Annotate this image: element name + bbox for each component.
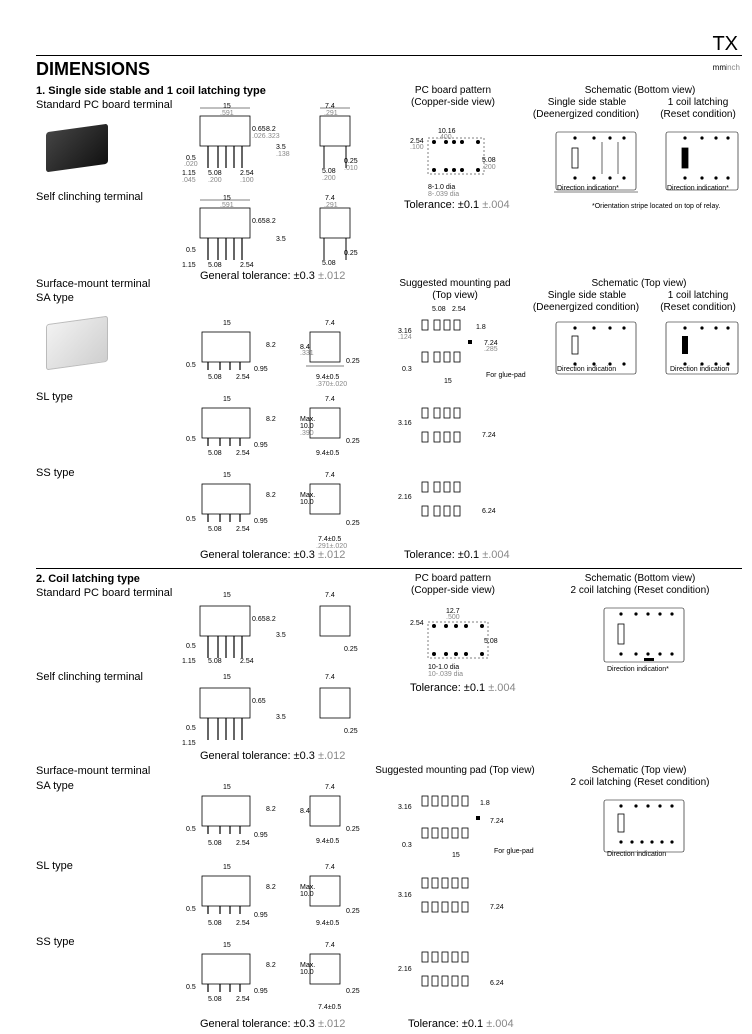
dim-ss-max-mm: 10.0 — [300, 499, 314, 506]
s2-sa-t: 0.25 — [346, 826, 360, 833]
dim-p1-mm-2: 5.08 — [208, 262, 222, 269]
s2-top-dir-ind: Direction indication — [607, 851, 667, 858]
dim-p2-mm: 2.54 — [240, 170, 254, 177]
dim-pcbw-in: .400 — [438, 134, 452, 141]
dim-sl-len: 15 — [223, 396, 231, 403]
s2-sl-p2: 2.54 — [236, 920, 250, 927]
s2-ss-max: Max. — [300, 962, 316, 969]
s2-sl-smtw: 9.4±0.5 — [316, 920, 340, 927]
s1-pad-title-1: Suggested mounting pad — [399, 278, 511, 289]
dim-sspad-w: 6.24 — [482, 508, 496, 515]
s2-dim-h: 8.2 — [266, 616, 276, 623]
s1-smt-general-tolerance: General tolerance: ±0.3 ±.012 — [200, 549, 346, 561]
dim-pcb-p2-in: .100 — [410, 144, 424, 151]
s2-pad-w: 7.24 — [490, 818, 504, 825]
s2-two-coil: 2 coil latching (Reset condition) — [570, 585, 710, 596]
s2-sl-t: 0.25 — [346, 908, 360, 915]
dim-ss-p1: 5.08 — [208, 526, 222, 533]
dim-pad-h-in: .124 — [398, 334, 412, 341]
s2-sa-gap: 0.95 — [254, 832, 268, 839]
s2-general-tolerance: General tolerance: ±0.3 ±.012 — [200, 750, 346, 762]
dim-sa-h2: 8.4 — [300, 344, 310, 351]
dim-len-in-2: .591 — [220, 202, 234, 209]
section2-title: 2. Coil latching type — [36, 573, 140, 585]
dim-len-mm-2: 15 — [223, 195, 231, 202]
dim-ss-p2: 2.54 — [236, 526, 250, 533]
s2-dim-off: 0.5 — [186, 643, 196, 650]
s2-top-two-coil: 2 coil latching (Reset condition) — [570, 777, 710, 788]
s2-pad-h: 3.16 — [398, 804, 412, 811]
dim-p1-mm: 5.08 — [208, 170, 222, 177]
s2-dim-t-2: 0.25 — [344, 728, 358, 735]
s2-dim-w: 7.4 — [325, 592, 335, 599]
s2-dim-pcb-p2: 2.54 — [410, 620, 424, 627]
dim-pcb-p1-in: .200 — [482, 164, 496, 171]
s1-pcb-tolerance: Tolerance: ±0.1 ±.004 — [404, 199, 510, 211]
s1-schem-bottom-title: Schematic (Bottom view) — [584, 85, 696, 96]
s2-sl-pad — [412, 866, 496, 926]
dim-sa-gap: 0.95 — [254, 366, 268, 373]
s2-clinch-drawing — [180, 672, 380, 752]
s2-sa-h: 8.2 — [266, 806, 276, 813]
dim-sa-len: 15 — [223, 320, 231, 327]
s2-dim-pin: 0.65 — [252, 616, 266, 623]
s2-pcb-tolerance: Tolerance: ±0.1 ±.004 — [410, 682, 516, 694]
s1-for-glue-pad: For glue-pad — [486, 372, 526, 379]
dim-w-in-2: .291 — [324, 202, 338, 209]
s2-dim-lead: 3.5 — [276, 632, 286, 639]
dim-pad-glue: 1.8 — [476, 324, 486, 331]
s2-hole-dia-mm: 10-1.0 dia — [428, 664, 460, 671]
dim-len-mm: 15 — [223, 103, 231, 110]
s2-schem-top-title: Schematic (Top view) — [591, 765, 687, 776]
dim-p1-in: .200 — [208, 177, 222, 184]
dim-ss-max: Max. — [300, 492, 316, 499]
dim-h-mm: 8.2 — [266, 126, 276, 133]
s2-sa-h2: 8.4 — [300, 808, 310, 815]
dim-h-mm-2: 8.2 — [266, 218, 276, 225]
s2-dim-foot: 1.15 — [182, 658, 196, 665]
dim-ss-gap: 0.95 — [254, 518, 268, 525]
s1-reset: (Reset condition) — [660, 109, 736, 120]
dim-sl-t: 0.25 — [346, 438, 360, 445]
s1-top-dir-latch: Direction indication — [670, 366, 730, 373]
relay-photo-black — [46, 124, 108, 173]
s2-slpad-h: 3.16 — [398, 892, 412, 899]
dim-pin-mm: 0.65 — [252, 126, 266, 133]
dim-pin-mm-2: 0.65 — [252, 218, 266, 225]
dim-sl-p2: 2.54 — [236, 450, 250, 457]
relay-photo-white — [46, 316, 108, 371]
dim-sa-p1: 5.08 — [208, 374, 222, 381]
s2-sa-off: 0.5 — [186, 826, 196, 833]
dim-sa-w: 7.4 — [325, 320, 335, 327]
product-code: TX — [712, 33, 738, 55]
s1-top-single-side: Single side stable — [547, 290, 627, 301]
s1-orientation-note: *Orientation stripe located on top of relay. — [592, 203, 721, 210]
s2-dim-w-2: 7.4 — [325, 674, 335, 681]
dim-ss-off: 0.5 — [186, 516, 196, 523]
dim-pad-h: 3.16 — [398, 328, 412, 335]
dim-sl-off: 0.5 — [186, 436, 196, 443]
s2-dim-lead-2: 3.5 — [276, 714, 286, 721]
dim-pad-w: 7.24 — [484, 340, 498, 347]
dim-pad-p2: 2.54 — [452, 306, 466, 313]
s2-pad-03: 0.3 — [402, 842, 412, 849]
dim-pad-w-in: .285 — [484, 346, 498, 353]
s1-top-one-coil: 1 coil latching — [667, 290, 729, 301]
page-title: DIMENSIONS — [36, 59, 151, 79]
s2-sl-p1: 5.08 — [208, 920, 222, 927]
dim-ss-w2: 7.4±0.5 — [318, 536, 342, 543]
s1-hole-dia-in: 8-.039 dia — [428, 191, 460, 198]
dim-p1b-mm-2: 5.08 — [322, 260, 336, 267]
s2-dim-pcb-p1: 5.08 — [484, 638, 498, 645]
dim-h-in: .323 — [266, 133, 280, 140]
s2-sa-smtw: 9.4±0.5 — [316, 838, 340, 845]
s1-sa-label: SA type — [36, 292, 74, 304]
dim-off-mm: 0.5 — [186, 155, 196, 162]
s2-dim-pin-2: 0.65 — [252, 698, 266, 705]
dim-pin-in: .026 — [252, 133, 266, 140]
dim-sspad-h: 2.16 — [398, 494, 412, 501]
s2-ss-t: 0.25 — [346, 988, 360, 995]
s2-schem-top — [600, 796, 688, 856]
dim-sl-gap: 0.95 — [254, 442, 268, 449]
dim-t-mm: 0.25 — [344, 158, 358, 165]
s1-top-dir-single: Direction indication — [557, 366, 617, 373]
dim-sl-w: 7.4 — [325, 396, 335, 403]
s2-pcb-title-2: (Copper-side view) — [411, 585, 495, 596]
s1-pad-tolerance: Tolerance: ±0.1 ±.004 — [404, 549, 510, 561]
s2-sa-len: 15 — [223, 784, 231, 791]
s2-smt-label: Surface-mount terminal — [36, 765, 151, 777]
dim-len-in: .591 — [220, 110, 234, 117]
s2-dim-pcbw: 12.7 — [446, 608, 460, 615]
s2-sl-len: 15 — [223, 864, 231, 871]
unit-mm: mm — [712, 63, 726, 72]
dim-slpad-h: 3.16 — [398, 420, 412, 427]
dim-lead-mm: 3.5 — [276, 144, 286, 151]
s2-ss-w2: 7.4±0.5 — [318, 1004, 342, 1011]
dim-sa-h: 8.2 — [266, 342, 276, 349]
s2-smt-general-tolerance: General tolerance: ±0.3 ±.012 — [200, 1018, 346, 1030]
s2-for-glue-pad: For glue-pad — [494, 848, 534, 855]
section1-title: 1. Single side stable and 1 coil latching type — [36, 85, 266, 97]
s2-hole-dia-in: 10-.039 dia — [428, 671, 464, 678]
s1-deenergized: (Deenergized condition) — [532, 109, 640, 120]
s1-self-clinch-label: Self clinching terminal — [36, 191, 143, 203]
dim-ss-w: 7.4 — [325, 472, 335, 479]
dim-sl-p1: 5.08 — [208, 450, 222, 457]
dim-slpad-w: 7.24 — [482, 432, 496, 439]
s2-sa-label: SA type — [36, 780, 74, 792]
s2-sspad-h: 2.16 — [398, 966, 412, 973]
dim-ss-h: 8.2 — [266, 492, 276, 499]
s1-schem-top-title: Schematic (Top view) — [591, 278, 687, 289]
dim-p2-mm-2: 2.54 — [240, 262, 254, 269]
dim-p1b-mm: 5.08 — [322, 168, 336, 175]
dim-ss-t: 0.25 — [346, 520, 360, 527]
s2-self-clinch-label: Self clinching terminal — [36, 671, 143, 683]
dim-sl-h: 8.2 — [266, 416, 276, 423]
s2-pad-len: 15 — [452, 852, 460, 859]
dim-pcb-p1-mm: 5.08 — [482, 157, 496, 164]
s1-pcb-title-2: (Copper-side view) — [411, 97, 495, 108]
s1-pcb-title-1: PC board pattern — [414, 85, 492, 96]
s2-pad-title: Suggested mounting pad (Top view) — [375, 765, 535, 776]
s1-top-deenergized: (Deenergized condition) — [532, 302, 640, 313]
s2-dim-foot-2: 1.15 — [182, 740, 196, 747]
s2-sl-off: 0.5 — [186, 906, 196, 913]
s1-one-coil: 1 coil latching — [667, 97, 729, 108]
unit-inch: inch — [725, 63, 740, 72]
s2-sl-max: Max. — [300, 884, 316, 891]
dim-t-in: .010 — [344, 165, 358, 172]
s2-sl-w: 7.4 — [325, 864, 335, 871]
dim-t-mm-2: 0.25 — [344, 250, 358, 257]
s2-sspad-w: 6.24 — [490, 980, 504, 987]
s2-ss-h: 8.2 — [266, 962, 276, 969]
dim-p2-in: .100 — [240, 177, 254, 184]
s2-dim-p1: 5.08 — [208, 658, 222, 665]
s2-sl-h: 8.2 — [266, 884, 276, 891]
s2-sl-gap: 0.95 — [254, 912, 268, 919]
s2-dim-p2: 2.54 — [240, 658, 254, 665]
dim-sl-max-mm: 10.0 — [300, 423, 314, 430]
dim-sa-smtw-in: .370±.020 — [316, 381, 348, 388]
dim-sa-smtw: 9.4±0.5 — [316, 374, 340, 381]
dim-foot-in: .045 — [182, 177, 196, 184]
s1-single-side: Single side stable — [547, 97, 627, 108]
dim-pad-len: 15 — [444, 378, 452, 385]
dim-pcbw-mm: 10.16 — [438, 128, 456, 135]
dim-pad-03: 0.3 — [402, 366, 412, 373]
s2-schem-bottom-title: Schematic (Bottom view) — [584, 573, 696, 584]
dim-off-in: .020 — [184, 161, 198, 168]
s2-ss-max-mm: 10.0 — [300, 969, 314, 976]
s2-sa-w: 7.4 — [325, 784, 335, 791]
dim-foot-mm-2: 1.15 — [182, 262, 196, 269]
s2-schem-bottom — [600, 604, 688, 670]
dim-sa-p2: 2.54 — [236, 374, 250, 381]
s2-std-terminal-label: Standard PC board terminal — [36, 587, 173, 599]
s2-sl-label: SL type — [36, 860, 73, 872]
s2-sl-max-mm: 10.0 — [300, 891, 314, 898]
s1-pad-title-2: (Top view) — [432, 290, 478, 301]
s2-sa-p1: 5.08 — [208, 840, 222, 847]
s2-dim-off-2: 0.5 — [186, 725, 196, 732]
s1-dir-ind-single: Direction indication* — [557, 185, 619, 192]
s2-dim-len: 15 — [223, 592, 231, 599]
s1-ss-label: SS type — [36, 467, 75, 479]
dim-off-mm-2: 0.5 — [186, 247, 196, 254]
dim-sl-max-in: .390 — [300, 430, 314, 437]
s1-dir-ind-latch: Direction indication* — [667, 185, 729, 192]
s2-pad-tolerance: Tolerance: ±0.1 ±.004 — [408, 1018, 514, 1030]
header-rule — [36, 55, 742, 56]
s2-ss-p1: 5.08 — [208, 996, 222, 1003]
dim-pad-p1: 5.08 — [432, 306, 446, 313]
s2-ss-off: 0.5 — [186, 984, 196, 991]
dim-foot-mm: 1.15 — [182, 170, 196, 177]
s2-ss-p2: 2.54 — [236, 996, 250, 1003]
dim-lead-mm-2: 3.5 — [276, 236, 286, 243]
s1-sa-pad — [412, 306, 492, 386]
dim-sa-off: 0.5 — [186, 362, 196, 369]
s2-slpad-w: 7.24 — [490, 904, 504, 911]
s2-dim-len-2: 15 — [223, 674, 231, 681]
s2-sa-p2: 2.54 — [236, 840, 250, 847]
s2-ss-pad — [412, 940, 496, 1000]
dim-sa-t: 0.25 — [346, 358, 360, 365]
s1-sl-pad — [412, 396, 492, 456]
s2-pad-glue: 1.8 — [480, 800, 490, 807]
s1-smt-label: Surface-mount terminal — [36, 278, 151, 290]
s1-sl-label: SL type — [36, 391, 73, 403]
dim-sa-h2-in: .331 — [300, 350, 314, 357]
s2-ss-w: 7.4 — [325, 942, 335, 949]
dim-sl-max: Max. — [300, 416, 316, 423]
s1-ss-pad — [412, 470, 492, 530]
dim-w-mm: 7.4 — [325, 103, 335, 110]
s1-hole-dia-mm: 8-1.0 dia — [428, 184, 456, 191]
dim-w-in: .291 — [324, 110, 338, 117]
dim-w-mm-2: 7.4 — [325, 195, 335, 202]
s1-std-terminal-label: Standard PC board terminal — [36, 99, 173, 111]
s2-dir-ind-bottom: Direction indication* — [607, 666, 669, 673]
s1-general-tolerance: General tolerance: ±0.3 ±.012 — [200, 270, 346, 282]
dim-p1b-in: .200 — [322, 175, 336, 182]
section-rule — [36, 568, 742, 569]
s2-dim-t: 0.25 — [344, 646, 358, 653]
s1-clinch-drawing — [180, 192, 380, 272]
dim-lead-in: .138 — [276, 151, 290, 158]
dim-ss-w2-in: .291±.020 — [316, 543, 348, 550]
dim-sl-smtw: 9.4±0.5 — [316, 450, 340, 457]
s2-pcb-title-1: PC board pattern — [414, 573, 492, 584]
s2-ss-gap: 0.95 — [254, 988, 268, 995]
dim-pcb-p2-mm: 2.54 — [410, 138, 424, 145]
s2-ss-label: SS type — [36, 936, 75, 948]
s2-dim-pcbw-in: .500 — [446, 614, 460, 621]
s2-sa-pad — [412, 782, 496, 862]
s1-top-reset: (Reset condition) — [660, 302, 736, 313]
s2-ss-len: 15 — [223, 942, 231, 949]
dim-ss-len: 15 — [223, 472, 231, 479]
